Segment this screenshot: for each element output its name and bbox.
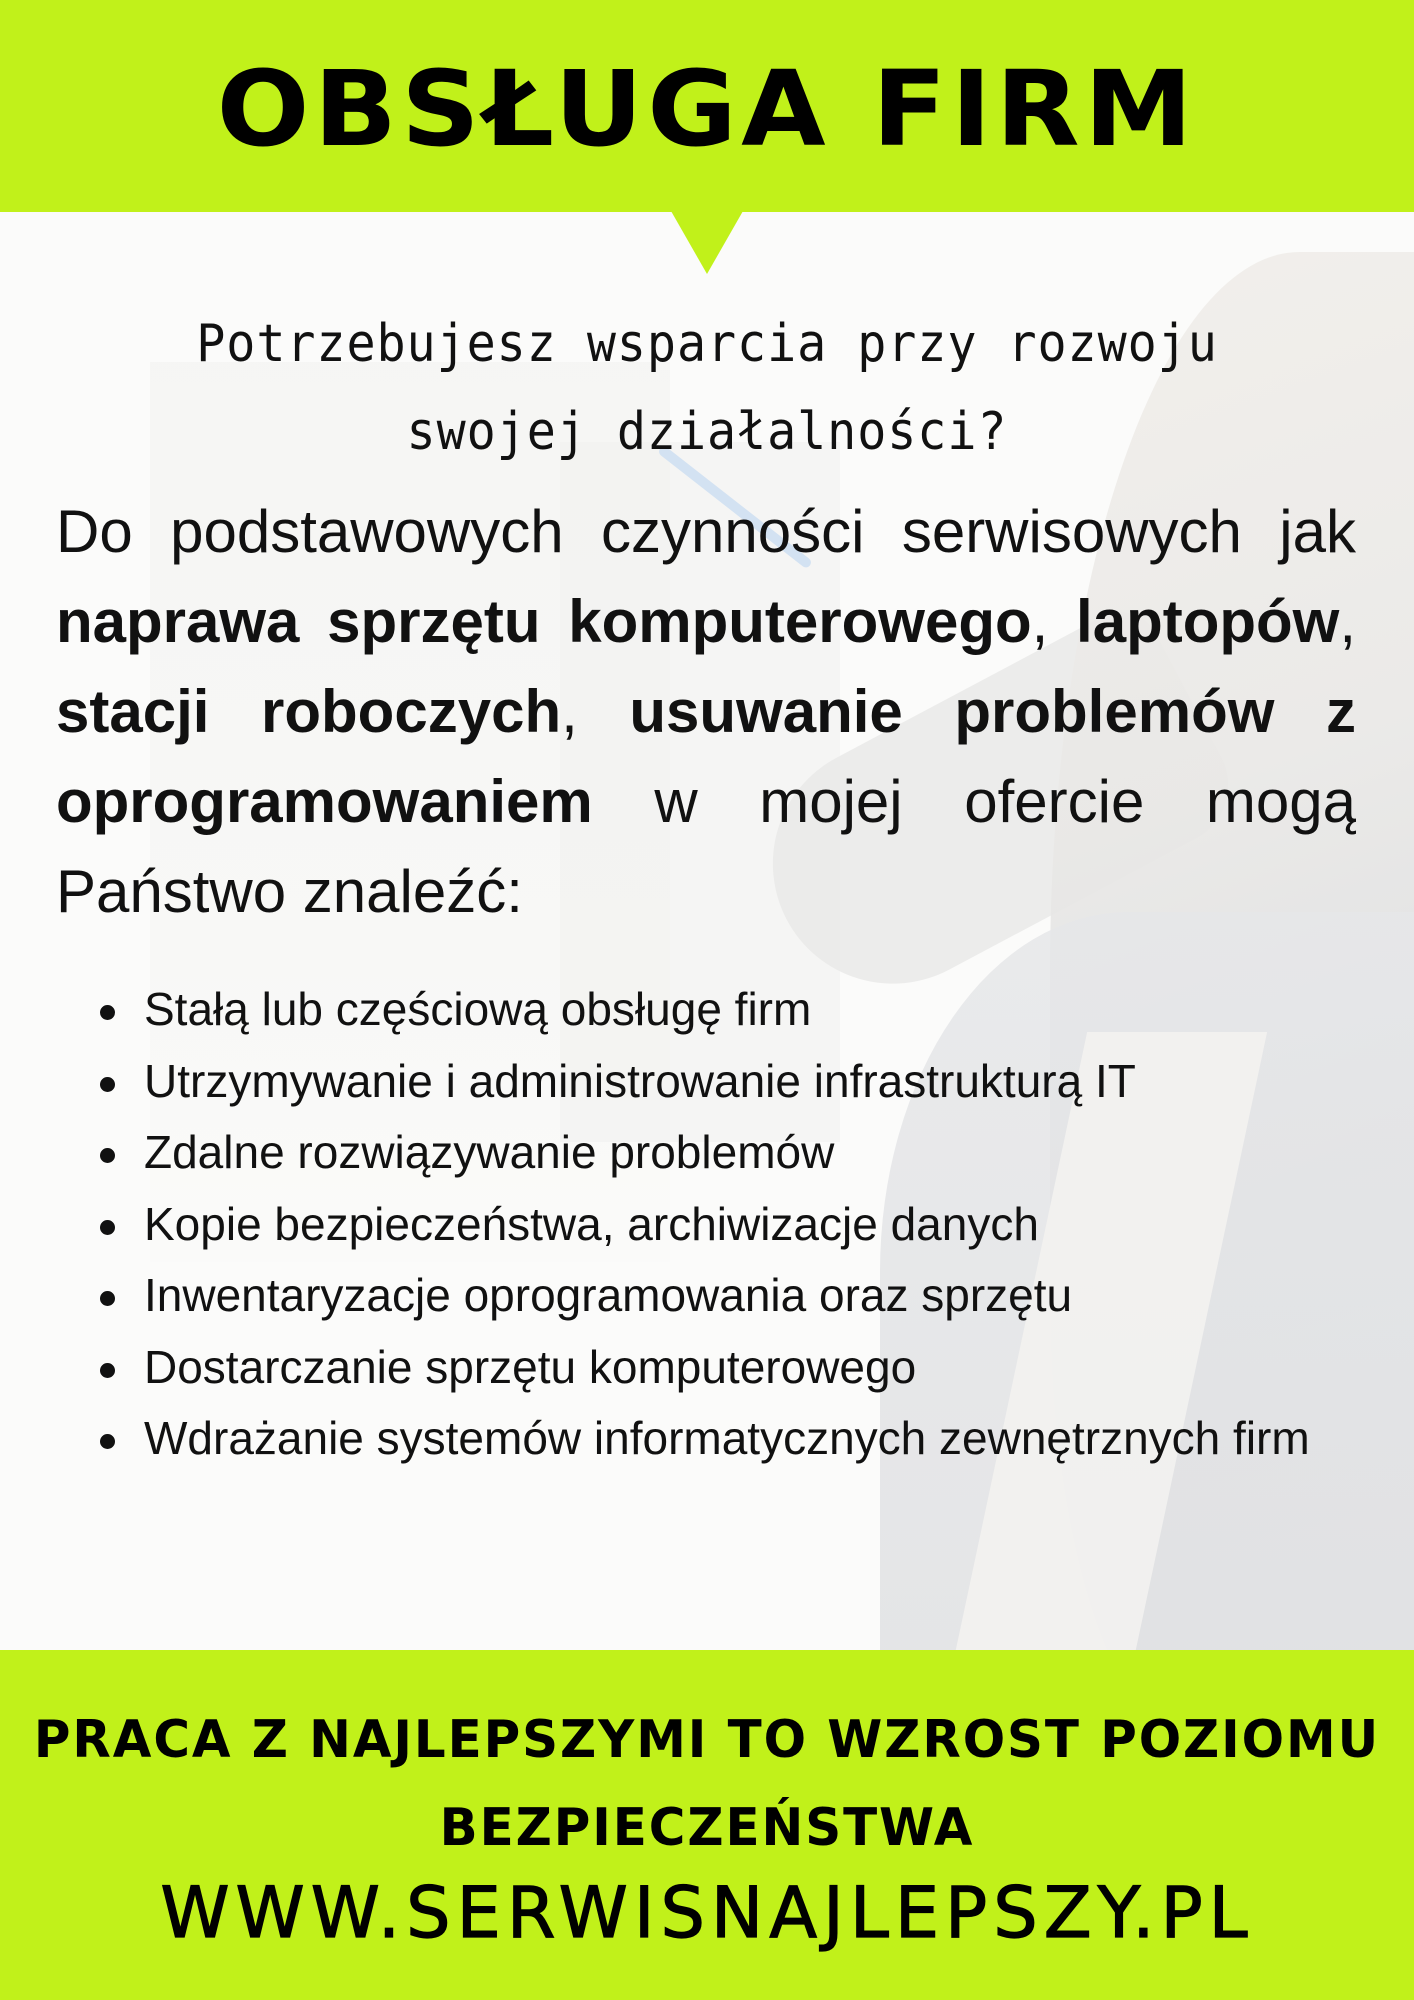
website-link[interactable]: WWW.SERWISNAJLEPSZY.PL <box>160 1872 1254 1954</box>
service-item <box>96 1117 1356 1189</box>
page-title: OBSŁUGA FIRM <box>216 48 1198 170</box>
footer-banner <box>0 1650 1414 2000</box>
footer-tagline: PRACA Z NAJLEPSZYMI TO WZROST POZIOMU BEZPIECZEŃSTWA <box>33 1710 1381 1858</box>
service-item <box>96 1332 1356 1404</box>
bullet-icon <box>100 1005 115 1020</box>
service-item <box>96 1260 1356 1332</box>
bullet-icon <box>100 1363 115 1378</box>
bullet-icon <box>100 1148 115 1163</box>
subtitle-question: Potrzebujesz wsparcia przy rozwoju swojej działalności? <box>196 314 1218 462</box>
service-label: Wdrażanie systemów informatycznych zewnętrznych firm <box>144 1412 1310 1464</box>
bullet-icon <box>100 1077 115 1092</box>
intro-highlight: laptopów <box>1076 588 1340 655</box>
service-label: Zdalne rozwiązywanie problemów <box>144 1126 835 1178</box>
main-content <box>0 212 1414 1650</box>
service-item <box>96 1046 1356 1118</box>
intro-text: , <box>1031 588 1077 655</box>
service-label: Dostarczanie sprzętu komputerowego <box>144 1340 917 1393</box>
intro-paragraph <box>56 487 1356 937</box>
intro-highlight: naprawa sprzętu komputerowego <box>56 588 1032 655</box>
header-pointer-triangle <box>671 211 743 274</box>
intro-text: w mojej ofercie mogą Państwo znaleźć: <box>56 768 1356 925</box>
header-banner <box>0 0 1414 212</box>
intro-text: , <box>561 678 630 745</box>
service-label: Inwentaryzacje oprogramowania oraz sprzętu <box>144 1269 1073 1321</box>
service-item <box>96 1403 1356 1475</box>
service-item <box>96 1189 1356 1261</box>
intro-text: Do podstawowych czynności serwisowych jak <box>56 498 1356 565</box>
bullet-icon <box>100 1220 115 1235</box>
service-item <box>96 974 1356 1046</box>
intro-text: , <box>1339 588 1356 655</box>
bullet-icon <box>100 1434 115 1449</box>
services-list <box>96 974 1356 1475</box>
service-label: Utrzymywanie i administrowanie infrastrukturą IT <box>144 1054 1136 1107</box>
bullet-icon <box>100 1291 115 1306</box>
intro-highlight: stacji roboczych <box>56 678 562 745</box>
service-label: Kopie bezpieczeństwa, archiwizacje danych <box>144 1197 1039 1250</box>
intro-highlight: usuwanie problemów z oprogramowaniem <box>56 678 1356 835</box>
service-label: Stałą lub częściową obsługę firm <box>144 983 812 1035</box>
